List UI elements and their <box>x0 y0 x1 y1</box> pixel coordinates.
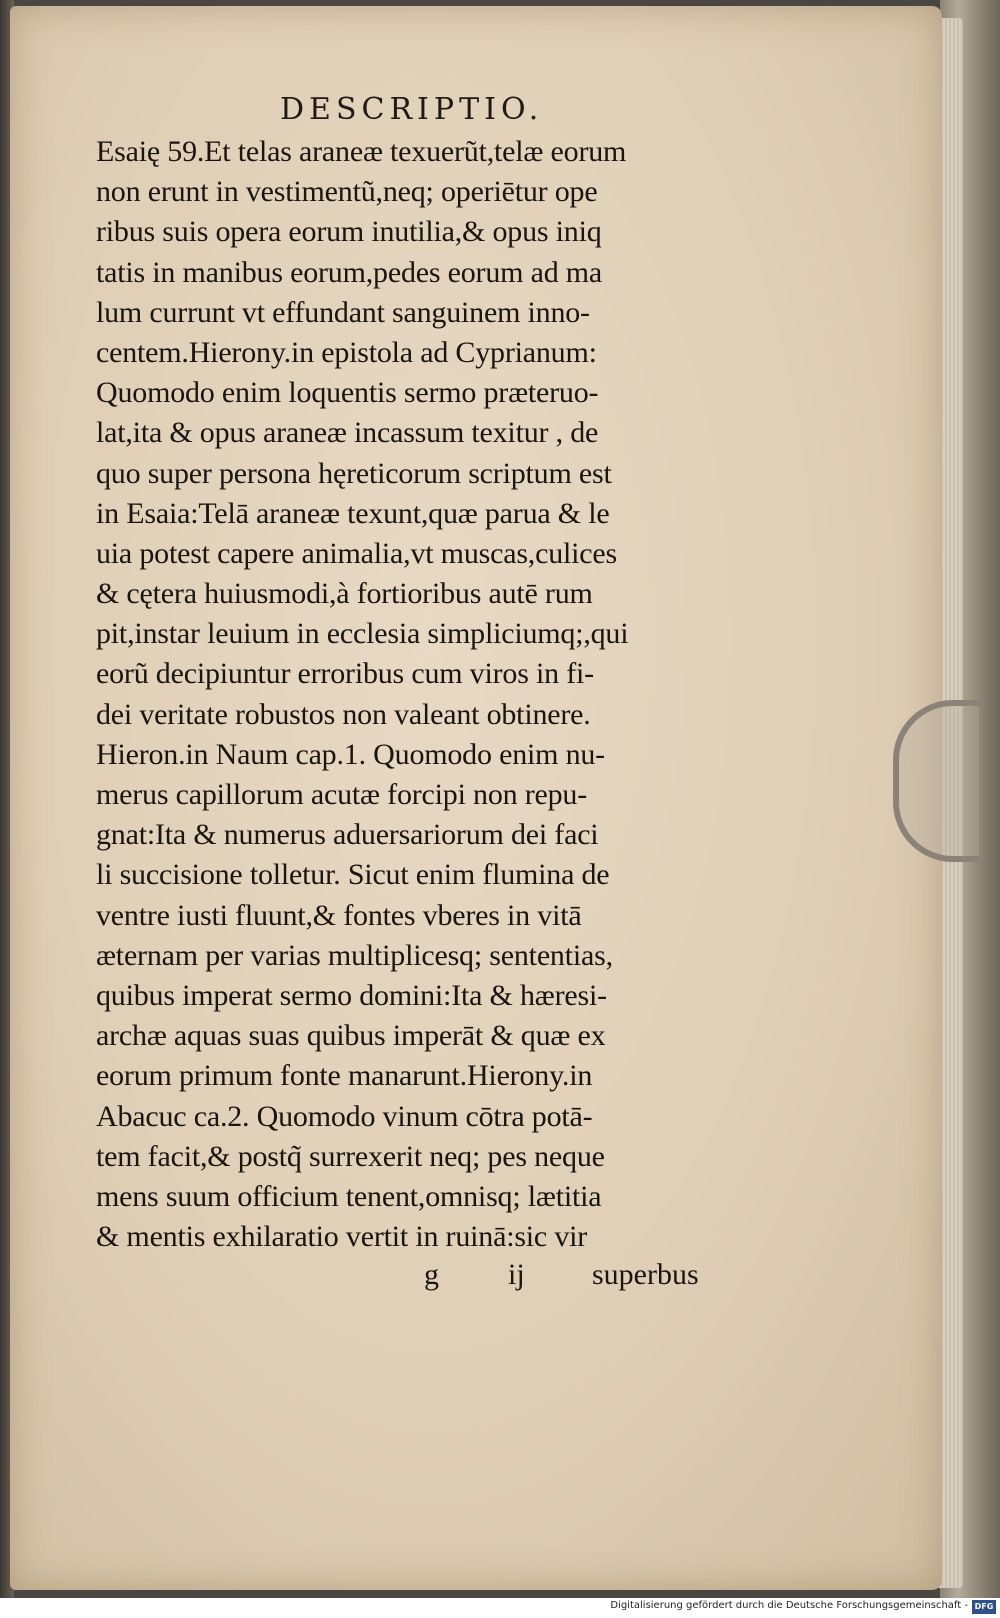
text-line: mens suum officium tenent,omnisq; lætitia <box>96 1179 602 1213</box>
text-line: gnat:Ita & numerus aduersariorum dei faci <box>96 818 599 852</box>
text-line: in Esaia:Telā araneæ texunt,quæ parua & le <box>96 496 610 530</box>
signature-number: ij <box>508 1258 525 1291</box>
text-line: eorum primum fonte manarunt.Hierony.in <box>96 1059 593 1093</box>
text-line: ventre iusti fluunt,& fontes vberes in vitā <box>96 898 582 932</box>
text-line: uia potest capere animalia,vt muscas,culices <box>96 536 617 570</box>
text-line: Quomodo enim loquentis sermo præteruo- <box>96 376 599 410</box>
text-line: quo super persona hęreticorum scriptum est <box>96 456 612 490</box>
footer-strip <box>0 1598 1000 1618</box>
digitization-credit: Digitalisierung gefördert durch die Deutsche Forschungsgemeinschaft - <box>610 1600 968 1611</box>
text-line: æternam per varias multiplicesq; sententias, <box>96 938 613 972</box>
text-line: & cętera huiusmodi,à fortioribus autē rum <box>96 577 593 611</box>
book-clasp <box>893 700 979 862</box>
running-head: DESCRIPTIO. <box>280 92 544 127</box>
text-line: centem.Hierony.in epistola ad Cyprianum: <box>96 335 597 369</box>
page-footer-marks <box>422 1258 762 1302</box>
signature-mark: g <box>424 1258 439 1291</box>
text-line: lat,ita & opus araneæ incassum texitur , de <box>96 416 599 450</box>
text-line: Esaię 59.Et telas araneæ texuerũt,telæ eorum <box>96 135 627 168</box>
text-line: ribus suis opera eorum inutilia,& opus iniq <box>96 215 602 249</box>
body-text <box>96 132 776 1257</box>
text-line: li succisione tolletur. Sicut enim flumina de <box>96 858 610 892</box>
text-line: pit,instar leuium in ecclesia simpliciumq;,qui <box>96 617 629 651</box>
text-line: dei veritate robustos non valeant obtinere. <box>96 697 591 731</box>
text-line: quibus imperat sermo domini:Ita & hæresi- <box>96 978 607 1012</box>
text-line: Abacuc ca.2. Quomodo vinum cōtra potā- <box>96 1099 593 1133</box>
catchword: superbus <box>592 1258 699 1291</box>
text-line: non erunt in vestimentũ,neq; operiētur ope <box>96 175 598 209</box>
text-line: Hieron.in Naum cap.1. Quomodo enim nu- <box>96 737 605 771</box>
book-page <box>10 6 942 1590</box>
text-line: archæ aquas suas quibus imperāt & quæ ex <box>96 1019 606 1053</box>
text-line: tatis in manibus eorum,pedes eorum ad ma <box>96 255 603 289</box>
text-line: merus capillorum acutæ forcipi non repu- <box>96 778 588 811</box>
text-line: lum currunt vt effundant sanguinem inno- <box>96 295 590 329</box>
text-line: & mentis exhilaratio vertit in ruinā:sic vir <box>96 1220 588 1254</box>
dfg-logo: DFG <box>972 1600 996 1614</box>
text-line: tem facit,& postq̃ surrexerit neq; pes neque <box>96 1139 605 1173</box>
text-line: eorũ decipiuntur erroribus cum viros in fi- <box>96 657 594 691</box>
